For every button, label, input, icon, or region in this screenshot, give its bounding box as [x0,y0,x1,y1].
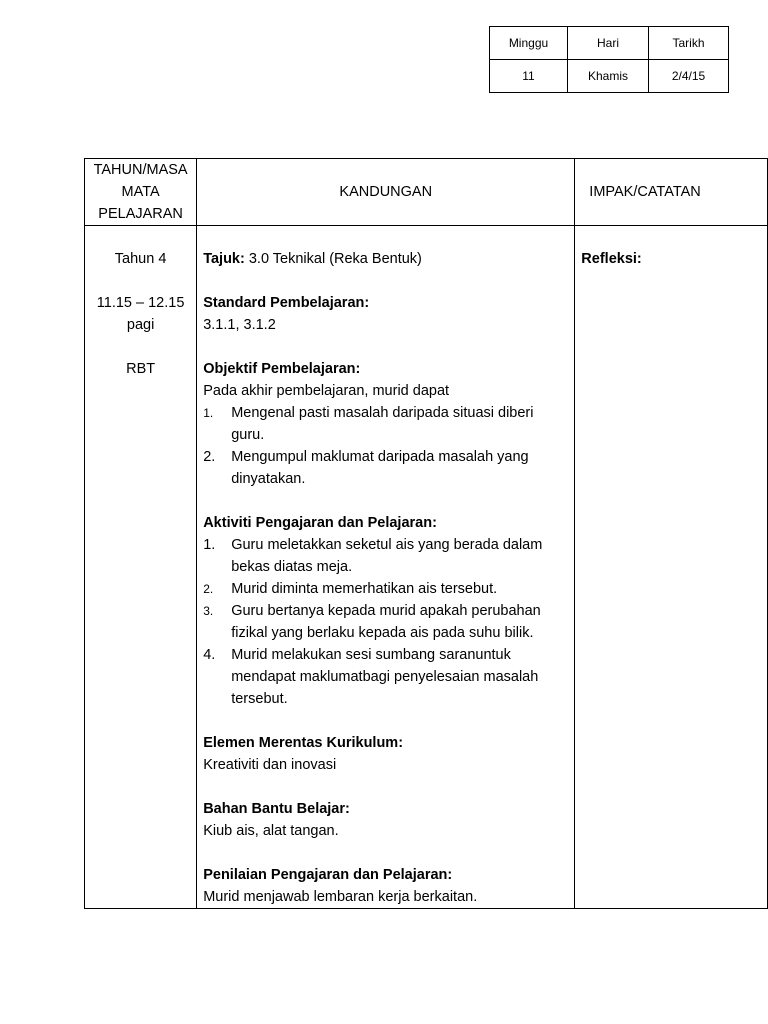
week-info-header-row [490,27,729,60]
content-cell [197,226,575,909]
week-info-value-row [490,60,729,93]
list-item: 3. Guru bertanya kepada murid apakah perubahan fizikal yang berlaku kepada ais pada suhu bilik. [203,603,541,641]
time-line-2: pagi [126,317,155,333]
subject-text: RBT [126,361,156,377]
header-minggu: Minggu [490,27,568,60]
header-tahun-masa-line: TAHUN/MASA [93,162,188,178]
header-pelajaran-line: PELAJARAN [98,206,183,222]
refleksi-label: Refleksi: [581,251,642,267]
value-tarikh: 2/4/15 [649,60,729,93]
penilaian-value: Murid menjawab lembaran kerja berkaitan. [203,889,478,905]
list-item: 4. Murid melakukan sesi sumbang saranuntuk mendapat maklumatbagi penyelesaian masalah tersebut. [203,647,539,707]
year-text: Tahun 4 [114,251,167,267]
elemen-value: Kreativiti dan inovasi [203,757,337,773]
header-impak-catatan: IMPAK/CATATAN [575,159,768,226]
header-tahun-masa [85,159,197,226]
standard-value: 3.1.1, 3.1.2 [203,317,276,333]
impact-notes-cell [575,226,768,909]
standard-label: Standard Pembelajaran: [203,295,370,311]
aktiviti-list [203,534,566,710]
aktiviti-label: Aktiviti Pengajaran dan Pelajaran: [203,515,437,531]
objektif-label: Objektif Pembelajaran: [203,361,361,377]
time-line-1: 11.15 – 12.15 [96,295,185,311]
objektif-intro: Pada akhir pembelajaran, murid dapat [203,383,450,399]
tajuk-value: 3.0 Teknikal (Reka Bentuk) [244,251,422,267]
value-minggu: 11 [490,60,568,93]
header-kandungan: KANDUNGAN [197,159,575,226]
list-item: 2. Murid diminta memerhatikan ais tersebut. [203,581,498,597]
header-tarikh: Tarikh [649,27,729,60]
header-mata-line: MATA [121,184,160,200]
tajuk-line [203,248,566,270]
elemen-label: Elemen Merentas Kurikulum: [203,735,404,751]
tajuk-label: Tajuk: [203,251,245,267]
bahan-label: Bahan Bantu Belajar: [203,801,350,817]
lesson-plan-header-row [85,159,768,226]
list-item: 2. Mengumpul maklumat daripada masalah yang dinyatakan. [203,449,529,487]
list-item: 1. Guru meletakkan seketul ais yang berada dalam bekas diatas meja. [203,537,543,575]
list-item: 1. Mengenal pasti masalah daripada situasi diberi guru. [203,405,534,443]
header-hari: Hari [568,27,649,60]
value-hari: Khamis [568,60,649,93]
lesson-plan-body-row [85,226,768,909]
time-subject-cell [85,226,197,909]
week-info-table [489,26,729,93]
lesson-plan-table [84,158,768,909]
penilaian-label: Penilaian Pengajaran dan Pelajaran: [203,867,453,883]
objektif-list [203,402,566,490]
bahan-value: Kiub ais, alat tangan. [203,823,339,839]
